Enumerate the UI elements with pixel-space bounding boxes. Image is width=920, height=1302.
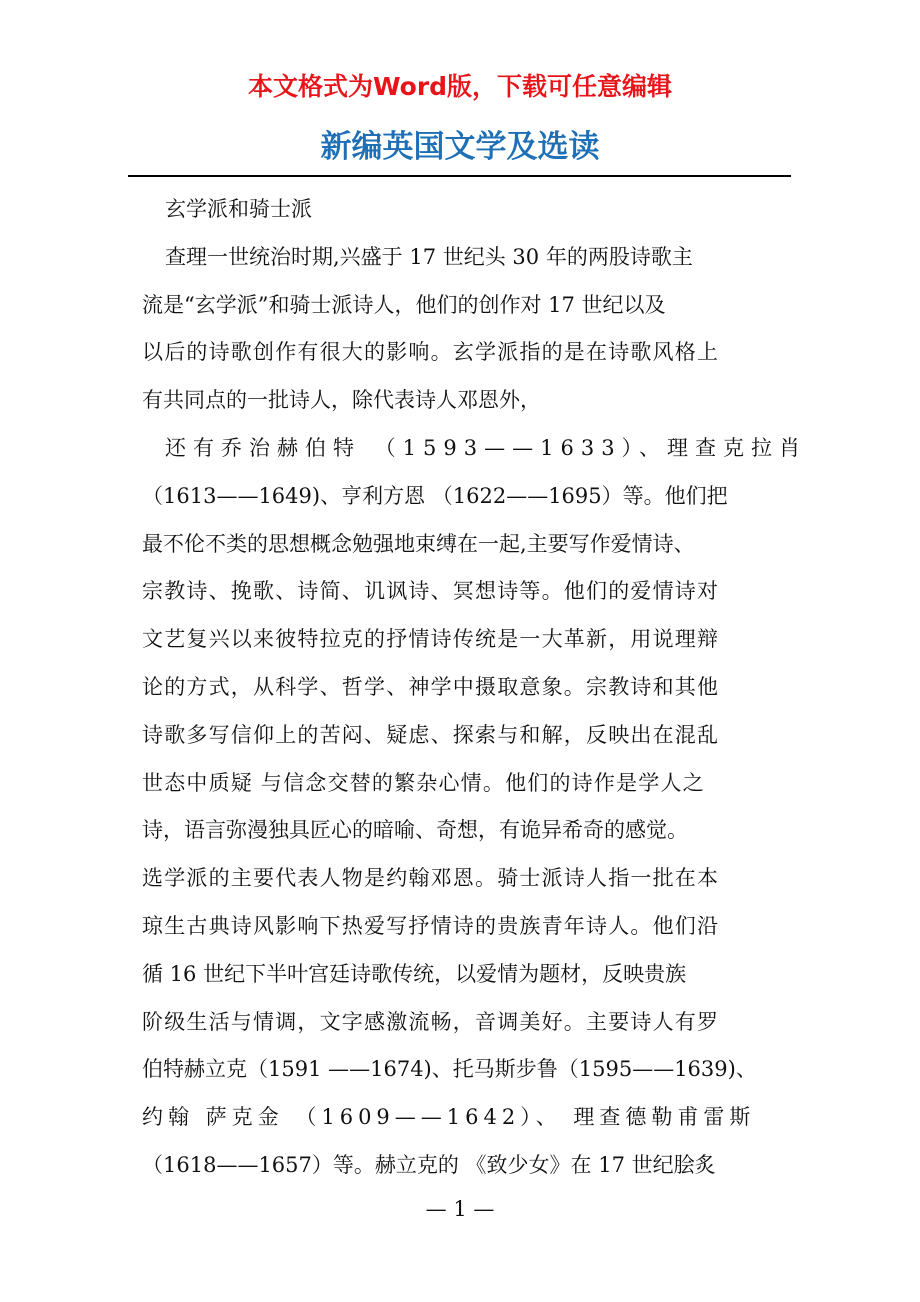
text-line: 最不伦不类的思想概念勉强地束缚在一起,主要写作爱情诗、 bbox=[142, 531, 695, 556]
text-line: 选学派的主要代表人物是约翰邓恩。骑士派诗人指一批在本 bbox=[142, 866, 720, 891]
text-line: 文艺复兴以来彼特拉克的抒情诗传统是一大革新，用说理辩 bbox=[142, 627, 720, 652]
text-line: （1613——1649)、亨利方恩 （1622——1695）等。他们把 bbox=[142, 483, 728, 508]
text-line: 诗，语言弥漫独具匠心的暗喻、奇想，有诡异希奇的感觉。 bbox=[142, 818, 688, 843]
text-line: 诗歌多写信仰上的苦闷、疑虑、探索与和解，反映出在混乱 bbox=[142, 722, 720, 747]
text-line: 以后的诗歌创作有很大的影响。玄学派指的是在诗歌风格上 bbox=[142, 340, 720, 365]
text-line: 循 16 世纪下半叶宫廷诗歌传统，以爱情为题材，反映贵族 bbox=[142, 961, 687, 986]
text-line: 世态中质疑 与信念交替的繁杂心情。他们的诗作是学人之 bbox=[142, 770, 705, 795]
text-line: 流是“玄学派”和骑士派诗人，他们的创作对 17 世纪以及 bbox=[142, 292, 666, 317]
document-body bbox=[142, 186, 808, 1190]
text-line: 查理一世统治时期,兴盛于 17 世纪头 30 年的两股诗歌主 bbox=[165, 244, 693, 269]
section-heading: 玄学派和骑士派 bbox=[165, 197, 312, 221]
text-line: 还有乔治赫伯特 （1593——1633）、理查克拉肖 bbox=[165, 435, 808, 460]
page-number: — 1 — bbox=[425, 1197, 495, 1221]
text-line: 宗教诗、挽歌、诗简、讥讽诗、冥想诗等。他们的爱情诗对 bbox=[142, 579, 720, 604]
text-line: 约翰 萨克金 （1609——1642）、 理查德勒甫雷斯 bbox=[142, 1105, 756, 1130]
text-line: 琼生古典诗风影响下热爱写抒情诗的贵族青年诗人。他们沿 bbox=[142, 913, 720, 938]
text-line: 阶级生活与情调，文字感激流畅，音调美好。主要诗人有罗 bbox=[142, 1009, 720, 1034]
header-divider bbox=[128, 175, 791, 177]
document-title: 新编英国文学及选读 bbox=[320, 129, 600, 165]
text-line: （1618——1657）等。赫立克的 《致少女》在 17 世纪脍炙 bbox=[142, 1152, 716, 1177]
text-line: 有共同点的一批诗人，除代表诗人邓恩外， bbox=[142, 388, 541, 413]
text-line: 伯特赫立克（1591 ——1674)、托马斯步鲁（1595——1639)、 bbox=[142, 1057, 757, 1082]
text-line: 论的方式，从科学、哲学、神学中摄取意象。宗教诗和其他 bbox=[142, 674, 720, 699]
download-notice: 本文格式为Word版，下载可任意编辑 bbox=[247, 72, 673, 101]
